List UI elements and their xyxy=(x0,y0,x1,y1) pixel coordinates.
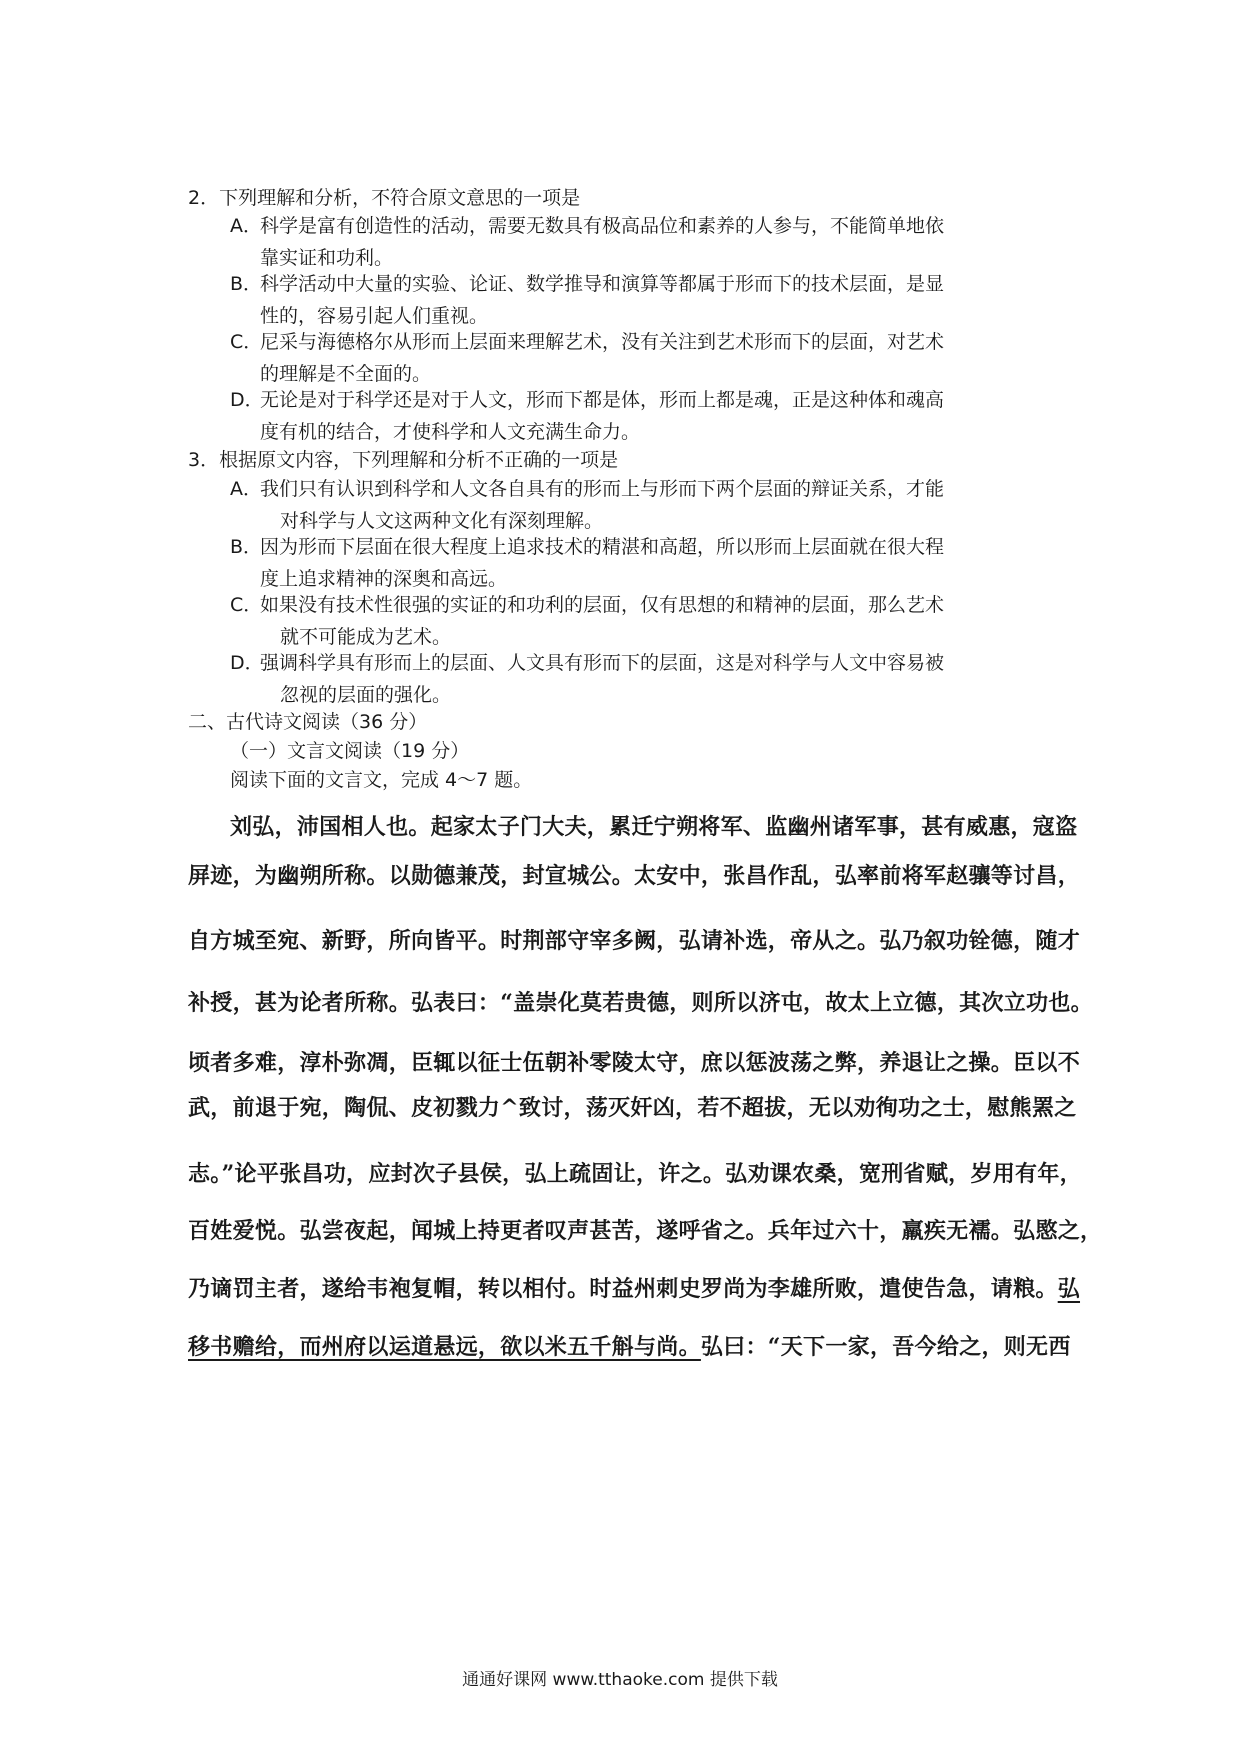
option-text-line2: 就不可能成为艺术。 xyxy=(280,626,452,648)
question-2-option-d xyxy=(230,384,1060,448)
option-letter: A． xyxy=(230,478,262,500)
option-text-line1: 尼采与海德格尔从形而上层面来理解艺术，没有关注到艺术形而下的层面，对艺术 xyxy=(260,331,945,353)
option-text-line1: 因为形而下层面在很大程度上追求技术的精湛和高超，所以形而上层面就在很大程 xyxy=(260,536,945,558)
question-3-option-a xyxy=(230,473,1060,537)
option-letter: B． xyxy=(230,536,263,558)
question-2-option-b xyxy=(230,268,1060,332)
question-3-option-c xyxy=(230,589,1060,653)
question-2-stem: 2．下列理解和分析，不符合原文意思的一项是 xyxy=(188,187,581,209)
question-3-stem: 3．根据原文内容，下列理解和分析不正确的一项是 xyxy=(188,449,619,471)
passage-line-6: 武，前退于宛，陶侃、皮初戮力^致讨，荡灭奸凶，若不超拔，无以劝徇功之士，慰熊罴之 xyxy=(188,1095,1077,1121)
section-subtitle: （一）文言文阅读（19 分） xyxy=(230,740,470,762)
section-title: 二、古代诗文阅读（36 分） xyxy=(188,711,428,733)
question-3-option-d xyxy=(230,647,1060,711)
passage-line-5: 顷者多难，淳朴弥凋，臣辄以征士伍朝补零陵太守，庶以惩波荡之弊，养退让之操。臣以不 xyxy=(188,1050,1081,1076)
option-text-line1: 科学活动中大量的实验、论证、数学推导和演算等都属于形而下的技术层面，是显 xyxy=(260,273,945,295)
passage-line-9 xyxy=(188,1274,1081,1304)
question-2-option-c xyxy=(230,326,1060,390)
section-instruction: 阅读下面的文言文，完成 4～7 题。 xyxy=(230,769,533,791)
option-text-line2: 靠实证和功利。 xyxy=(260,247,394,269)
option-text-line2: 忽视的层面的强化。 xyxy=(280,684,452,706)
option-text-line2: 对科学与人文这两种文化有深刻理解。 xyxy=(280,510,604,532)
option-letter: D． xyxy=(230,389,264,411)
option-text-line1: 我们只有认识到科学和人文各自具有的形而上与形而下两个层面的辩证关系，才能 xyxy=(260,478,945,500)
option-text-line1: 强调科学具有形而上的层面、人文具有形而下的层面，这是对科学与人文中容易被 xyxy=(260,652,945,674)
option-text-line1: 如果没有技术性很强的实证的和功利的层面，仅有思想的和精神的层面，那么艺术 xyxy=(260,594,945,616)
passage-line-2: 屏迹，为幽朔所称。以勋德兼茂，封宣城公。太安中，张昌作乱，弘率前将军赵骧等讨昌， xyxy=(188,863,1081,889)
passage-line-7: 志。”论平张昌功，应封次子县侯，弘上疏固让，许之。弘劝课农桑，宽刑省赋，岁用有年， xyxy=(188,1161,1082,1187)
footer-watermark: 通通好课网 www.tthaoke.com 提供下载 xyxy=(462,1670,778,1690)
option-letter: D． xyxy=(230,652,264,674)
option-text-line2: 度上追求精神的深奥和高远。 xyxy=(260,568,508,590)
option-letter: C． xyxy=(230,594,263,616)
option-text-line1: 无论是对于科学还是对于人文，形而下都是体，形而上都是魂，正是这种体和魂高 xyxy=(260,389,945,411)
option-letter: C． xyxy=(230,331,263,353)
passage-line-8: 百姓爱悦。弘尝夜起，闻城上持更者叹声甚苦，遂呼省之。兵年过六十，羸疾无襦。弘愍之， xyxy=(188,1218,1103,1244)
passage-line-3: 自方城至宛、新野，所向皆平。时荆部守宰多阙，弘请补选，帝从之。弘乃叙功铨德，随才 xyxy=(188,928,1081,954)
passage-line-10-rest: 弘曰：“天下一家，吾今给之，则无西 xyxy=(700,1334,1071,1360)
option-letter: A． xyxy=(230,215,262,237)
option-text-line2: 度有机的结合，才使科学和人文充满生命力。 xyxy=(260,421,641,443)
option-text-line1: 科学是富有创造性的活动，需要无数具有极高品位和素养的人参与，不能简单地依 xyxy=(260,215,945,237)
underlined-sentence-start: 弘 xyxy=(1057,1276,1081,1302)
passage-line-1: 刘弘，沛国相人也。起家太子门大夫，累迁宁朔将军、监幽州诸军事，甚有威惠，寇盗 xyxy=(230,814,1078,840)
passage-line-9-text: 乃谪罚主者，遂给韦袍复帽，转以相付。时益州刺史罗尚为李雄所败，遣使告急，请粮。 xyxy=(188,1276,1058,1302)
question-3-option-b xyxy=(230,531,1060,595)
option-letter: B． xyxy=(230,273,263,295)
passage-line-10 xyxy=(188,1332,1071,1362)
passage-line-4: 补授，甚为论者所称。弘表曰：“盖崇化莫若贵德，则所以济屯，故太上立德，其次立功也。 xyxy=(188,990,1093,1016)
underlined-sentence: 移书赡给，而州府以运道悬远，欲以米五千斛与尚。 xyxy=(188,1334,701,1360)
option-text-line2: 性的，容易引起人们重视。 xyxy=(260,305,489,327)
question-2-option-a xyxy=(230,210,1060,274)
option-text-line2: 的理解是不全面的。 xyxy=(260,363,432,385)
